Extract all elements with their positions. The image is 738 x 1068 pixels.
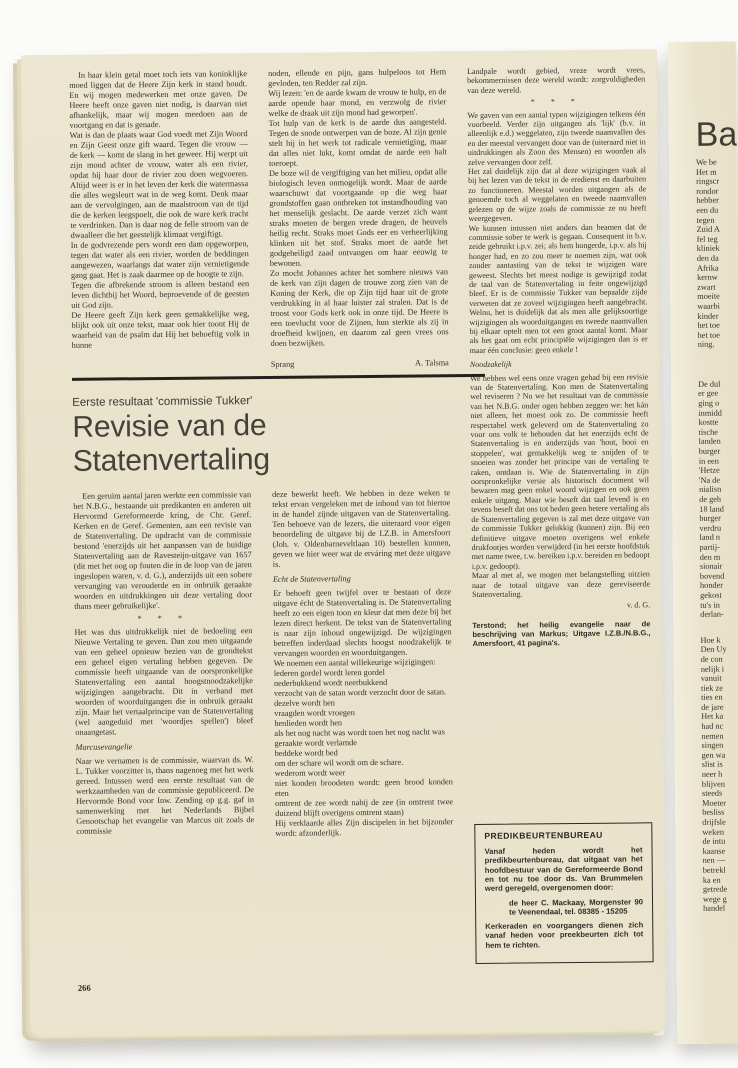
- text-line: Het ka: [701, 712, 724, 722]
- signature-author: A. Talsma: [414, 358, 449, 368]
- text-line: partij-: [699, 542, 720, 552]
- paragraph: We kunnen intussen niet anders dan beamen dat de commissie sober te werk is gegaan. Consequent in b.v. zeide gebruikt i.p.v. zei; als hem hongerde, i.p.v. als hij honger had, en zo zou meer te noemen zijn, wat ook zonder aantasting van de tekst te wijzigen ware geweest. Slechts het meest nodige is gewijzigd zodat de taal van de Statenvertaling in feite ongewijzigd bleef. Er is de commissie Tukker van bepaalde zijde verweten dat ze zoveel wijzigingen heeft aangebracht. Welnu, het is duidelijk dat als men alle gelijksoortige wijzigingen als woorduitgangen en tweede naamvallen bij elkaar optelt men tot een groot aantal komt. Maar als het gaat om echt principiële wijzigingen dan is er maar één conclusie: geen enkele !: [468, 221, 648, 355]
- paragraph: Landpale wordt gebied, vreze wordt vrees, bekommernissen deze wereld wordt: zorgvuldigheden van deze wereld.: [467, 65, 646, 95]
- text-line: hebber: [696, 195, 719, 206]
- text-line: land n: [699, 533, 721, 543]
- text-line: 'Na de: [698, 475, 721, 485]
- text-line: in een: [698, 456, 719, 466]
- text-line: ka en: [702, 875, 721, 885]
- notice-contact: de heer C. Mackaay, Morgenster 90 te Veenendaal, tel. 08385 - 15205: [508, 896, 644, 917]
- paragraph: Wij lezen: 'en de aarde kwam de vrouw te hulp, en de aarde opende haar mond, en verzwolg de rivier welke de draak uit zijn mond had geworpen'.: [268, 87, 447, 118]
- article2-signature: v. d. G.: [626, 600, 651, 610]
- predikbeurten-notice-box: [474, 822, 653, 964]
- text-line: weken: [702, 827, 725, 837]
- change-list-item: als het nog nacht was wordt toen het nog nacht was: [274, 727, 445, 738]
- change-list-item: Hij verklaarde alles Zijn discipelen in het bijzonder wordt: afzonderlijk.: [275, 817, 454, 838]
- text-line: slist is: [701, 760, 723, 770]
- article2-col3-paragraphs-b: [467, 109, 647, 355]
- text-line: Afrika: [696, 263, 719, 273]
- text-line: rondor: [696, 186, 719, 196]
- paragraph: Zo mocht Johannes achter het sombere nieuws van de kerk van zijn dagen de trouwe zorg zien van de Koning der Kerk, die op Zijn tijd haar uit de grote verdrukking in al haar luister zal stralen. Dat is de troost voor Gods kerk ook in onze tijd. De Heere is een toevlucht voor de Zijnen, hun sterkte als zij in droefheid kwijnen, en daarom zal geen vrees ons doen bezwijken.: [269, 267, 449, 348]
- article2-headline: Revisie van de Statenvertaling: [72, 408, 271, 478]
- text-line: gen wa: [701, 750, 726, 760]
- change-list-item: nederbukkend wordt neerbukkend: [273, 677, 388, 688]
- article2-kicker: Eerste resultaat 'commissie Tukker': [72, 395, 253, 409]
- article2-col1-paragraphs-a: [73, 490, 252, 612]
- text-line: getrede: [702, 884, 728, 894]
- page-number: 266: [77, 982, 91, 993]
- text-line: had nc: [701, 721, 724, 731]
- text-line: tegen: [696, 215, 715, 225]
- text-line: ging o: [698, 398, 720, 408]
- text-line: 18 land: [699, 504, 724, 514]
- paragraph: In haar klein getal moet toch iets van koninklijke moed liggen dat de Heere Zijn kerk in stand houdt. En wij mogen medewerken met onze gaven. De Heere heeft onze gaven niet nodig, is daarvan niet afhankelijk, maar wij mogen meedoen aan de voortgang en dat is genade.: [69, 69, 248, 130]
- subheading-marcusevangelie: Marcusevangelie: [75, 742, 133, 752]
- text-line: derlan-: [700, 609, 724, 619]
- paragraph: Tot hulp van de kerk is de aarde dus aangesteld. Tegen de snode ontwerpen van de boze. Al zijn genie stelt hij in het werk tot radicale vernietiging, maar dat alles niet lukt, komt omdat de aarde een halt toeroept.: [268, 117, 447, 168]
- article2-col1-paragraphs-b: [74, 626, 253, 738]
- text-line: fel teg: [696, 234, 718, 244]
- change-list-item: beddeke wordt bed: [274, 748, 338, 758]
- stars-separator: * * *: [137, 613, 190, 624]
- paragraph: De boze wil de vergiftiging van het milieu, opdat alle biologisch leven onmogelijk wordt. Maar de aarde waarschuwt dat voortgaande op die weg haar grondstoffen gaan ontbreken tot instandhouding van het menselijk geslacht. De aarde verzet zich want straks moeten de bergen vrede dragen, de heuvels heilig recht. Straks moet Gods eer en verheerlijking klinken uit het stof. Straks moet de aarde het godgeheiligd zaad ontvangen om haar eeuwig te bewonen.: [268, 167, 448, 268]
- text-line: den da: [696, 253, 719, 263]
- text-line: betrekl: [702, 865, 726, 875]
- notice-body: Kerkeraden en voorgangers dienen zich vanaf heden voor preekbeurten zich tot hem te richten.: [485, 920, 644, 950]
- text-line: besliss: [702, 808, 725, 818]
- text-line: het toe: [697, 320, 720, 330]
- text-line: den m: [699, 552, 721, 562]
- text-line: er gee: [698, 389, 719, 399]
- paragraph: deze bewerkt heeft. We hebben in deze weken te tekst ervan vergeleken met de inhoud van tot hiertoe in de handel zijnde uitgaven van de Statenvertaling. Ten behoeve van de lezers, die uiteraard voor eigen beoordeling de uitgave bij de I.Z.B. in Amersfoort (Joh. v. Oldenbarneveltlaan 10) bestellen kunnen, geven we hier weer wat de erváring met deze uitgave is.: [272, 488, 451, 569]
- text-line: nen —: [702, 855, 726, 866]
- text-line: kinder: [697, 311, 719, 321]
- next-page-text-fragment-2: [698, 379, 738, 619]
- text-line: de geh: [699, 494, 722, 504]
- text-line: sionair: [699, 561, 723, 571]
- text-line: inmidd: [698, 408, 722, 418]
- paragraph: De Heere geeft Zijn kerk geen gemakkelijke weg, blijkt ook uit onze tekst, maar ook hier toont Hij de waarheid van de psalm dat Hij het behoeftig volk in hunne: [71, 309, 250, 350]
- article2-header: [72, 368, 450, 492]
- paragraph: We gaven van een aantal typen wijzigingen telkens één voorbeeld. Verder zijn uitgangen als 'lijk' (b.v. in alleenlijk e.d.) weggelaten, zijn tweede naamvallen des en der meestal vervangen door van de (uiteraard niet in uitdrukkingen als Zoon des Mensen) en woorden als zelve vervangen door zelf.: [467, 108, 646, 167]
- text-line: steeds: [701, 788, 723, 799]
- change-list-item: geraakte wordt verlamde: [274, 738, 358, 748]
- text-line: landen: [698, 437, 721, 447]
- text-line: Het m: [695, 167, 717, 177]
- change-list-item: omtrent de zee wordt nabij de zee (in omtrent twee duizend blijft overigens omtrent staan): [275, 797, 454, 818]
- paragraph: Naar we vernamen is de commissie, waarvan ds. W. L. Tukker voorzitter is, thans nagenoeg met het werk gereed. Intussen werd een eerste resultaat van de werkzaamheden van de commissie gepubliceerd. De Hervormde Bond voor Inw. Zending op g.g. gaf in samenwerking met het Nederlands Bijbel Genootschap het evangelie van Marcus uit zoals de commissie: [75, 755, 255, 836]
- text-line: vanuit: [700, 673, 722, 683]
- text-line: neer h: [701, 769, 723, 779]
- text-line: nialisn: [699, 485, 722, 495]
- paragraph: Een geruim aantal jaren werkte een commissie van het N.B.G., bestaande uit predikanten en anderen uit Hervormd Gereformeerde kring, de Chr. Geref. Kerken en de Geref. Gementen, aan een revisie van de Statenvertaling. De opdracht van de commissie bestond 'enerzijds uit het aanpassen van de huidige Statenvertaling aan de Ravesteijn-uitgave van 1657 (dit met het oog op fouten die in de loop van de jaren ingeslopen waren, v. d. G.), anderzijds uit een sobere vervanging van verouderde en in onbruik geraakte woorden en uitdrukkingen uit deze vertaling door thans meer gebruikelijke'.: [73, 490, 253, 611]
- subheading-noodzakelijk: Noodzakelijk: [469, 359, 512, 370]
- publication-credit: Terstond; het heilig evangelie naar de beschrijving van Markus; Uitgave I.Z.B./N.B.G., Amersfoort, 41 pagina's.: [472, 619, 651, 649]
- next-page-sliver: [668, 41, 738, 1044]
- text-line: gekost: [700, 590, 722, 600]
- paragraph: noden, ellende en pijn, gans hulpeloos tot Hem gevloden, ten Redder zal zijn.: [268, 67, 447, 88]
- text-line: een du: [696, 205, 719, 215]
- text-line: wege g: [702, 894, 727, 904]
- article2-col1-paragraphs-c: [76, 755, 255, 837]
- text-line: ringscr: [696, 176, 720, 187]
- magazine-page: [21, 49, 666, 1037]
- text-line: 'Hetze: [698, 465, 720, 476]
- change-list-item: wederom wordt weer: [274, 768, 346, 778]
- text-line: tische: [698, 427, 718, 437]
- notice-title: PREDIKBEURTENBUREAU: [484, 829, 603, 841]
- article2-change-list: [274, 667, 454, 839]
- text-line: nemen: [701, 731, 724, 741]
- text-line: honder: [699, 580, 724, 591]
- text-line: nelijk i: [700, 664, 725, 674]
- text-line: kernw: [696, 272, 718, 282]
- text-line: Den Uy: [700, 644, 727, 655]
- article2-col3-paragraphs-a: [467, 65, 645, 95]
- text-line: het toe: [697, 330, 720, 340]
- change-list-item: om der schare wil wordt om de schare.: [274, 757, 404, 768]
- paragraph: Tegen die afbrekende stroom is alleen bestand een leven dichtbij het Woord, beproevende of de geesten uit God zijn.: [71, 279, 250, 310]
- text-line: Moeter: [702, 798, 727, 808]
- text-line: tiek ze: [700, 683, 723, 693]
- text-line: kaanse: [702, 846, 726, 856]
- article2-col3-paragraphs-c: [470, 372, 650, 599]
- change-list-item: vraagden wordt vroegen: [274, 708, 355, 718]
- paragraph: Het zal duidelijk zijn dat al deze wijzigingen vaak al bij het lezen van de tekst in de eredienst en daarbuiten zo functioneren. Meestal worden uitgangen als de genoemde toch al weggelaten en tweede naamvallen gelezen op de wijze zoals de commissie ze nu heeft weergegeven.: [467, 165, 647, 224]
- paragraph: Er behoeft geen twijfel over te bestaan of deze uitgave écht de Statenvertaling is. De Statenvertaling heeft zo een eigen toon en kleur dat men deze bij het lezen direct herkent. De tekst van de Statenvertaling is naar zijn inhoud ongewijzigd. De wijzigingen betreffen inderdaad slechts hoogst noodzakelijk te vervangen woorden en woorduitgangen.: [273, 587, 452, 658]
- text-line: De dul: [698, 379, 721, 389]
- article1-column1: [69, 69, 250, 372]
- paragraph: We hebben wel eens onze vragen gehad bij een revisie van de Statenvertaling. Kon men de Statenvertaling wel reviseren ? Nu we het resultaat van de commissie van het N.B.G. onder ogen hebben zeggen we: het kán niet alleen, het moest ook zo. De commissie heeft respectabel werk geleverd om de Statenvertaling zo voor ons volk te behouden dat het enerzijds echt de Statenvertaling is en anderzijds van 'hout, hooi en stoppelen', wat gemakkelijk weg te snijden of te snoeien was zonder het principe van de vertaling te raken, ontdaan is. Wie de Statenvertaling in zijn oorspronkelijke versie als historisch document wil bewaren mag geen enkel woord wijzigen en ook geen enkele uitgang. Maar wie beseft dat taal levend is en tevens beseft dat ons tot heden geen betere vertaling als de Statenvertaling gegeven is zal met deze uitgave van de commissie Tukker gelukkig (kunnen) zijn. Bij een definitieve uitgave moeten overigens wel enkele drukfoutjes worden verwijderd (in het eerste hoofdstuk met name twee, t.w. bereiken i.p.v. bereiden en bedoopt i.p.v. gedoopt).: [469, 371, 650, 571]
- text-line: de intu: [702, 836, 726, 846]
- paragraph: In de godvrezende pers wordt een dam opgeworpen, tegen dat water als een rivier, worden de beddingen aangewezen, waarlangs dat water zijn vernietigende gang gaat. Het is zaak daarmee op de hoogte te zijn.: [70, 239, 249, 280]
- text-line: drijfsle: [702, 817, 726, 827]
- paragraph: Maar al met al, we mogen met belangstelling uitzien naar de totaal uitgave van deze gereviseerde Statenvertaling.: [471, 569, 651, 599]
- paragraph: Wat is dan de plaats waar God voedt met Zijn Woord en Zijn Geest onze gift waard. Tegen die vrouw — de kerk — komt de slang in het geweer. Hij werpt uit zijn mond achter de vrouw, water als een rivier, opdat hij haar door de rivier zou doen wegvoeren. Altijd weer is er in het leven der kerk die watermassa die alles wegsleurt wat in de weg komt. Denk maar aan de vervolgingen, aan de maalstroom van de tijd die de kerken leegspoelt, die ook de ware kerk tracht te verdrinken. Dan is daar nog de felle stroom van de dwaalleer die het geestelijk klimaat vergiftigt.: [69, 129, 249, 240]
- text-line: handel: [703, 903, 726, 914]
- article1-col2-paragraphs: [268, 67, 449, 349]
- next-page-text-fragment-3: [700, 635, 738, 914]
- next-page-headline-fragment: Ba: [695, 115, 738, 154]
- article2-column2: [272, 488, 455, 974]
- text-line: kliniek: [696, 243, 720, 254]
- notice-body: Vanaf heden wordt het predikbeurtenbureau, dat uitgaat van het hoofdbestuur van de Gereformeerde Bond en tot nu toe door ds. Van Brummelen werd geregeld, overgenomen door:: [484, 845, 643, 894]
- text-line: waarbi: [697, 301, 720, 311]
- text-line: tu's in: [700, 600, 720, 610]
- change-list-item: lederen gordel wordt leren gordel: [273, 667, 385, 678]
- article2-column1: [73, 490, 256, 976]
- article2-column3: [467, 65, 654, 972]
- text-line: kostte: [698, 417, 719, 428]
- text-line: singen: [701, 740, 724, 751]
- text-line: burger: [699, 513, 721, 524]
- article2-col2-paragraphs-b: [273, 587, 452, 669]
- section-divider-rule: [72, 374, 485, 381]
- page-column-grid: [69, 65, 656, 976]
- paragraph: Het was dus uitdrukkelijk niet de bedoeling een Nieuwe Vertaling te geven. Dan zou men uitgaande van een geheel opnieuw bezien van de grondtekst een geheel eigen vertaling hebben gegeven. De commissie heeft uitgaande van de oorspronkelijke Statenvertaling een aantal hoogstnoodzakelijke wijzigingen aangebracht. Dit in verband met woorden of woorduitgangen die in onbruik geraakt zijn. Maar het vertaalprincipe van de Statenvertaling (wel aangeduid met 'woordjes spellen') bleef onaangetast.: [74, 626, 254, 737]
- text-line: moeite: [697, 291, 720, 302]
- text-line: burger: [698, 446, 721, 456]
- article1-column2: [268, 67, 449, 370]
- text-line: We be: [695, 157, 717, 167]
- signature-place: Sprang: [270, 359, 295, 369]
- text-line: verdru: [699, 523, 722, 533]
- change-list-item: dezelve wordt hen: [274, 698, 335, 708]
- paragraph: We noemen een aantal willekeurige wijzigingen:: [273, 657, 436, 668]
- text-line: Hoe k: [700, 635, 721, 645]
- text-line: ties en: [701, 692, 723, 703]
- change-list-item: niet konden broodeten wordt: geen brood konden eten: [274, 777, 453, 798]
- text-line: zwart: [697, 282, 716, 292]
- text-line: de jare: [701, 702, 724, 712]
- next-page-text-fragment-1: [696, 157, 738, 349]
- change-list-item: verzocht van de satan wordt verzocht door de satan.: [273, 687, 447, 698]
- text-line: Zuid A: [696, 224, 720, 234]
- change-list-item: henlieden wordt hen: [274, 718, 343, 728]
- article2-col2-paragraphs-a: [272, 488, 451, 570]
- text-line: ning.: [697, 339, 715, 350]
- text-line: de con: [700, 654, 723, 664]
- stars-separator: * * *: [530, 97, 582, 107]
- article1-col1-paragraphs: [69, 69, 250, 351]
- text-line: blijven: [701, 779, 725, 789]
- text-line: bovend: [699, 571, 725, 581]
- subheading-echt-de-statenvertaling: Echt de Statenvertaling: [272, 574, 351, 584]
